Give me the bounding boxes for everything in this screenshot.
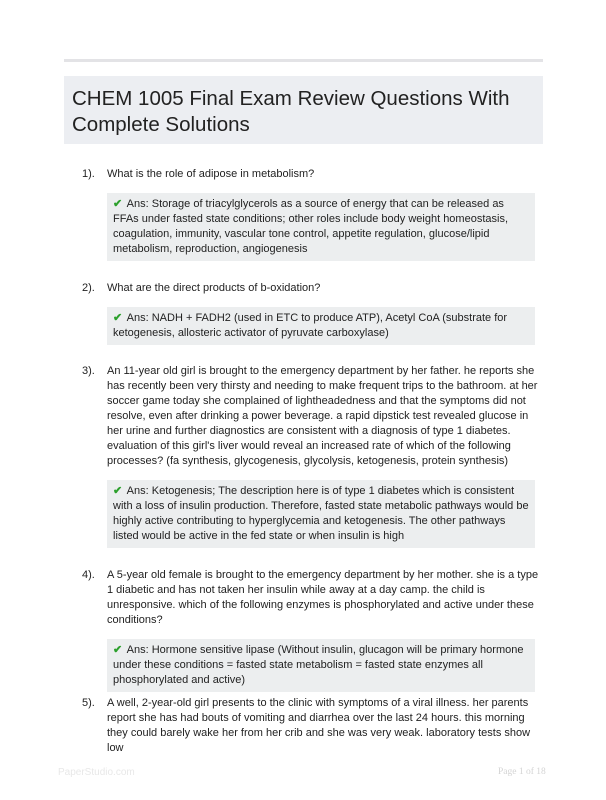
check-icon: ✔: [113, 485, 123, 497]
question-number: 1).: [82, 168, 95, 180]
answer-box: [107, 639, 535, 692]
question-3: [82, 364, 542, 548]
question-text: An 11-year old girl is brought to the emergency department by her father. he reports she has recently been very thirsty and needing to make frequent trips to the bathroom. at her soccer game today she complained of lightheadedness and that the symptoms did not resolve, even after drinking a power beverage. a rapid dipstick test revealed glucose in her urine and further diagnostics are consistent with a diagnosis of type 1 diabetes. evaluation of this girl's liver would reveal an increased rate of which of the following processes? (fa synthesis, glycogenesis, glycolysis, ketogenesis, protein synthesis): [107, 365, 538, 467]
answer-text: Ans: Ketogenesis; The description here is of type 1 diabetes which is consistent with a loss of insulin production. Therefore, fasted state metabolic pathways would be highly active contributing to hyperglycemia and ketogenesis. The other pathways listed would be active in the fed state or when insulin is high: [113, 485, 529, 542]
question-number: 4).: [82, 569, 95, 581]
answer-box: [107, 307, 535, 345]
answer-box: [107, 480, 535, 548]
question-1: [82, 167, 542, 261]
question-text: What is the role of adipose in metabolism?: [107, 168, 315, 180]
question-2: [82, 281, 542, 345]
question-5: [82, 696, 542, 756]
question-number: 3).: [82, 365, 95, 377]
check-icon: ✔: [113, 312, 123, 324]
check-icon: ✔: [113, 644, 123, 656]
question-text: A well, 2-year-old girl presents to the clinic with symptoms of a viral illness. her parents report she has had bouts of vomiting and diarrhea over the last 24 hours. this morning they could barely wake her from her crib and she was very weak. laboratory tests show low: [107, 697, 531, 754]
footer-site: PaperStudio.com: [58, 767, 135, 778]
answer-text: Ans: Hormone sensitive lipase (Without insulin, glucagon will be primary hormone under these conditions = fasted state metabolism = fasted state enzymes all phosphorylated and active): [113, 644, 524, 686]
check-icon: ✔: [113, 198, 123, 210]
question-text: What are the direct products of b-oxidation?: [107, 282, 321, 294]
title-banner: [64, 76, 543, 144]
question-text: A 5-year old female is brought to the emergency department by her mother. she is a type 1 diabetic and has not taken her insulin while away at a day camp. the child is unresponsive. which of the following enzymes is phosphorylated and active under these conditions?: [107, 569, 539, 626]
answer-box: [107, 193, 535, 261]
top-divider: [64, 59, 543, 62]
footer-page-number: Page 1 of 18: [498, 767, 546, 777]
page-title: CHEM 1005 Final Exam Review Questions With Complete Solutions: [72, 87, 510, 136]
question-4: [82, 568, 542, 692]
answer-text: Ans: Storage of triacylglycerols as a source of energy that can be released as FFAs under fasted state conditions; other roles include body weight homeostasis, coagulation, immunity, vascular tone control, appetite regulation, glucose/lipid metabolism, reproduction, angiogenesis: [113, 198, 508, 255]
question-number: 5).: [82, 697, 95, 709]
question-number: 2).: [82, 282, 95, 294]
answer-text: Ans: NADH + FADH2 (used in ETC to produce ATP), Acetyl CoA (substrate for ketogenesis, allosteric activator of pyruvate carboxylase): [113, 312, 508, 339]
